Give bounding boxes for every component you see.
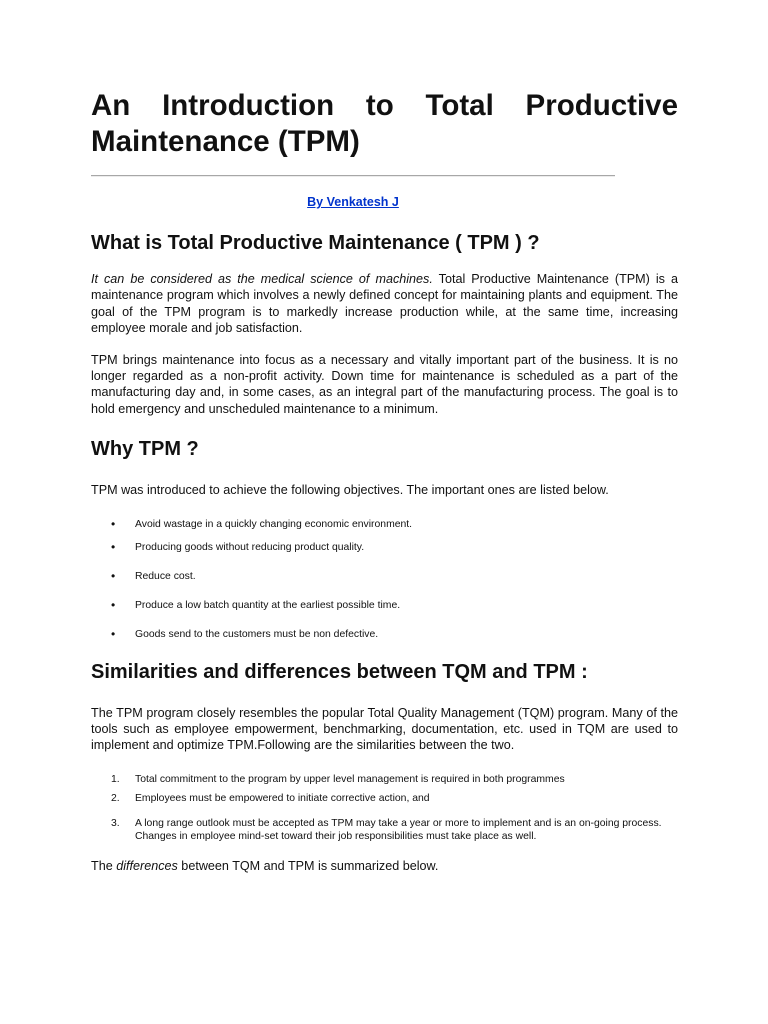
item-number: 3. bbox=[111, 817, 120, 829]
list-item-text: Produce a low batch quantity at the earliest possible time. bbox=[135, 599, 401, 611]
definition-text: Total Productive Maintenance (TPM) is a maintenance program which involves a newly defined concept for maintaining plants and equipment. The goal of the TPM program is to markedly increase production while, at the same time, increasing employee morale and job satisfaction. bbox=[91, 272, 678, 336]
list-item bbox=[91, 628, 678, 642]
list-item bbox=[91, 570, 678, 584]
item-number: 2. bbox=[111, 792, 120, 804]
bullet: • bbox=[111, 516, 116, 531]
differences-text: between TQM and TPM is summarized below. bbox=[177, 858, 439, 873]
paragraph-tqm-comparison: The TPM program closely resembles the popular Total Quality Management (TQM) program. Many of the tools such as employee empowerment, benchmarking, documentation, etc. used in TQM are used to implement and optimize TPM.Following are the similarities between the two. bbox=[91, 705, 678, 753]
paragraph-definition bbox=[91, 271, 678, 337]
paragraph-maintenance-focus: TPM brings maintenance into focus as a necessary and vitally important part of the business. It is no longer regarded as a non-profit activity. Down time for maintenance is scheduled as a part of the manufacturing day and, in some cases, as an integral part of the manufacturing process. The goal is to hold emergency and unscheduled maintenance to a minimum. bbox=[91, 352, 678, 416]
list-item bbox=[91, 817, 678, 843]
list-item-text: Reduce cost. bbox=[135, 570, 196, 582]
list-item-text: Total commitment to the program by upper level management is required in both programmes bbox=[135, 773, 565, 785]
list-item-text: Employees must be empowered to initiate corrective action, and bbox=[135, 792, 430, 804]
bullet: • bbox=[111, 597, 116, 612]
list-item bbox=[91, 599, 678, 613]
item-number: 1. bbox=[111, 773, 120, 785]
list-item bbox=[91, 541, 678, 555]
title-divider bbox=[91, 175, 615, 177]
differences-italic: differences bbox=[116, 858, 178, 873]
list-item bbox=[91, 518, 678, 532]
paragraph-differences-intro bbox=[91, 858, 678, 874]
paragraph-objectives-intro: TPM was introduced to achieve the following objectives. The important ones are listed below. bbox=[91, 483, 609, 498]
bullet: • bbox=[111, 568, 116, 583]
byline bbox=[91, 195, 615, 209]
list-item-text: Producing goods without reducing product quality. bbox=[135, 541, 365, 553]
similarities-list bbox=[91, 773, 678, 843]
author-link[interactable]: By Venkatesh J bbox=[307, 195, 399, 209]
document-page bbox=[91, 88, 678, 874]
heading-what-is-tpm: What is Total Productive Maintenance ( TPM ) ? bbox=[91, 232, 540, 254]
bullet: • bbox=[111, 626, 116, 641]
heading-why-tpm: Why TPM ? bbox=[91, 438, 199, 461]
list-item-text: Goods send to the customers must be non defective. bbox=[135, 628, 379, 640]
heading-similarities: Similarities and differences between TQM and TPM : bbox=[91, 660, 588, 683]
list-item bbox=[91, 792, 678, 805]
list-item-text: A long range outlook must be accepted as TPM may take a year or more to implement and is an on-going process. Changes in employee mind-set toward their job responsibilities must take place as well. bbox=[135, 817, 662, 842]
list-item-text: Avoid wastage in a quickly changing economic environment. bbox=[135, 518, 413, 530]
differences-lead: The bbox=[91, 858, 117, 873]
page-title: An Introduction to Total Productive Maintenance (TPM) bbox=[91, 89, 678, 158]
definition-italic-lead: It can be considered as the medical science of machines. bbox=[91, 272, 433, 286]
bullet: • bbox=[111, 539, 116, 554]
list-item bbox=[91, 773, 678, 786]
objectives-list bbox=[91, 518, 678, 642]
